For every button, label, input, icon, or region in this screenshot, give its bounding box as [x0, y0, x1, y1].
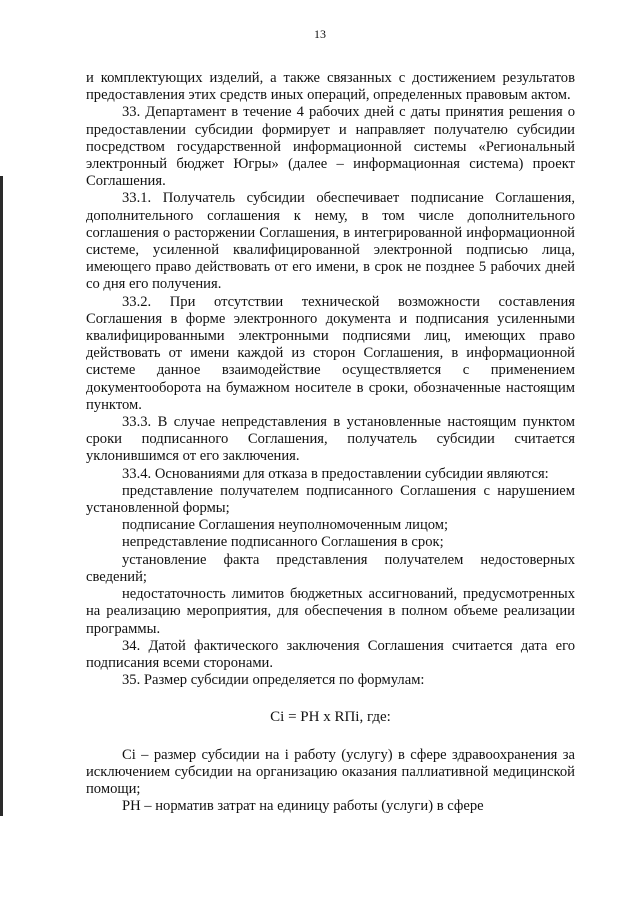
- paragraph-continuation: и комплектующих изделий, а также связанных с достижением результатов предоставления этих средств иных операций, определенных правовым актом.: [86, 70, 575, 104]
- paragraph-33: 33. Департамент в течение 4 рабочих дней с даты принятия решения о предоставлении субсидии формирует и направляет получателю субсидии посредством государственной информационной системы «Региональный электронный бюджет Югры» (далее – информационная система) проект Соглашения.: [86, 104, 575, 190]
- subsidy-formula: Ci = PH x RПi, где:: [270, 709, 391, 726]
- page-number: 13: [314, 27, 326, 41]
- paragraph-34: 34. Датой фактического заключения Соглашения считается дата его подписания всеми сторонами.: [86, 637, 575, 671]
- paragraph-33-2: 33.2. При отсутствии технической возможности составления Соглашения в форме электронного документа и подписания усиленными квалифицированными электронными подписями лиц, имеющих право действовать от имени каждой из сторон Соглашения, в информационной системе данное взаимодействие осуществляется с применением документооборота на бумажном носителе в сроки, обозначенные настоящим пунктом.: [86, 293, 575, 413]
- definition-ci: Ci – размер субсидии на i работу (услугу) в сфере здравоохранения за исключением субсидии на организацию оказания паллиативной медицинской помощи;: [86, 746, 575, 797]
- list-item: представление получателем подписанного Соглашения с нарушением установленной формы;: [86, 482, 575, 517]
- list-item: установление факта представления получателем недостоверных сведений;: [86, 551, 575, 585]
- definition-ph: PH – норматив затрат на единицу работы (услуги) в сфере: [122, 798, 484, 815]
- paragraph-33-3: 33.3. В случае непредставления в установленные настоящим пунктом сроки подписанного Соглашения, получатель субсидии считается уклонившимся от его заключения.: [86, 414, 575, 465]
- scan-edge-mark: [0, 176, 3, 816]
- paragraph-35: 35. Размер субсидии определяется по формулам:: [122, 672, 425, 689]
- list-item: непредставление подписанного Соглашения в срок;: [122, 534, 444, 551]
- paragraph-33-1: 33.1. Получатель субсидии обеспечивает подписание Соглашения, дополнительного соглашения к нему, в том числе дополнительного соглашения о расторжении Соглашения, в интегрированной информационной системе, усиленной квалифицированной электронной подписью лица, имеющего право действовать от его имени, в срок не позднее 5 рабочих дней со дня его получения.: [86, 190, 575, 293]
- list-item: подписание Соглашения неуполномоченным лицом;: [122, 517, 449, 534]
- list-item: недостаточность лимитов бюджетных ассигнований, предусмотренных на реализацию мероприятия, для обеспечения в полном объеме реализации программы.: [86, 586, 575, 637]
- document-body: [86, 70, 575, 815]
- paragraph-33-4: 33.4. Основаниями для отказа в предоставлении субсидии являются:: [122, 465, 549, 482]
